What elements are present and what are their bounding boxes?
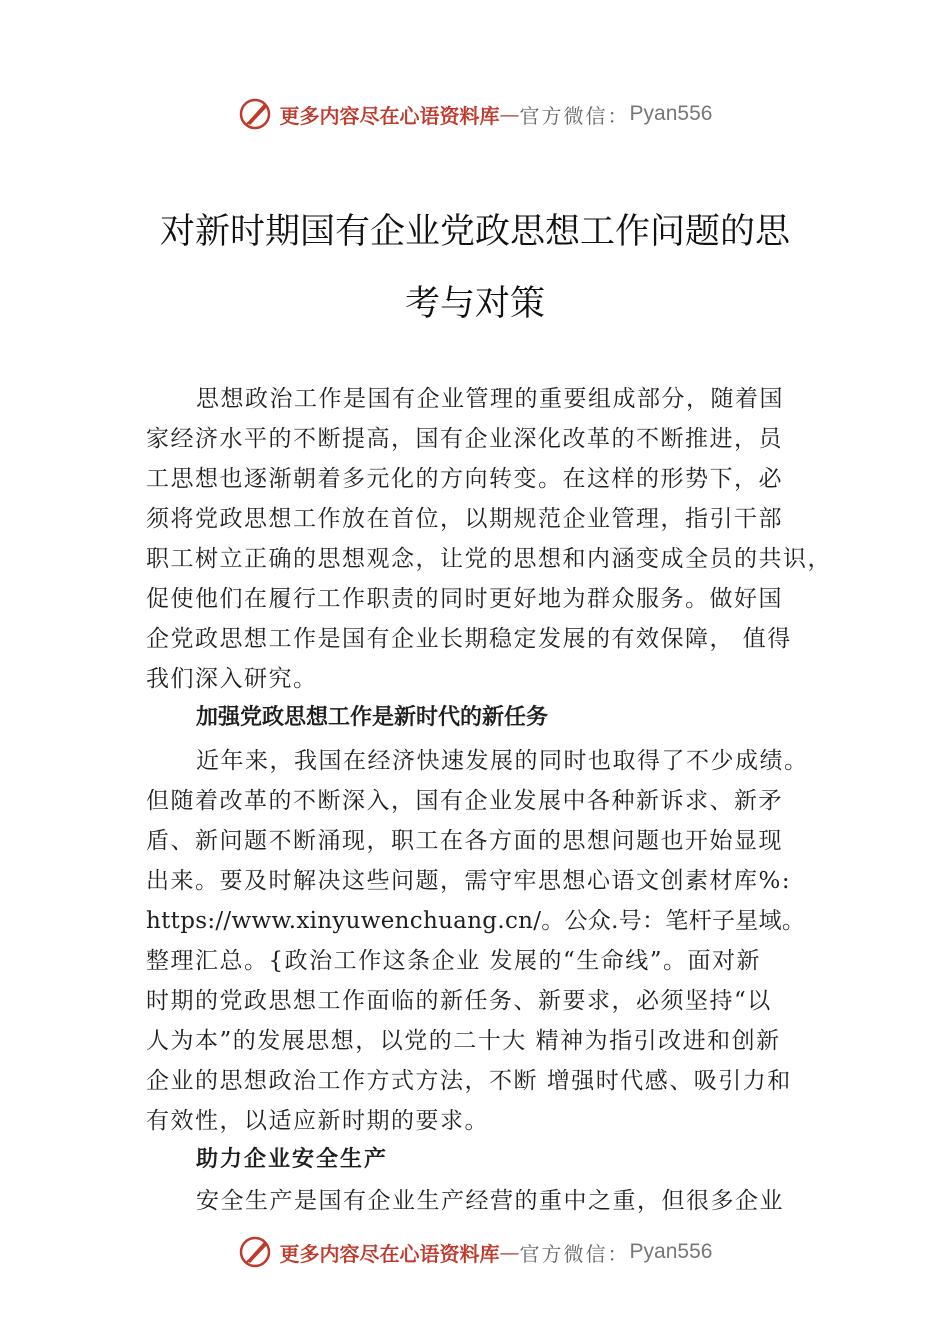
body-line: 近年来，我国在经济快速发展的同时也取得了不少成绩。	[196, 748, 809, 774]
page-title	[120, 196, 830, 340]
body-line: 工思想也逐渐朝着多元化的方向转变。在这样的形势下，必	[146, 466, 783, 492]
banner-dash: —	[499, 1240, 520, 1264]
body-line: 促使他们在履行工作职责的同时更好地为群众服务。做好国	[146, 586, 783, 612]
body-line: 家经济水平的不断提高，国有企业深化改革的不断推进，员	[146, 426, 783, 452]
body-line: 须将党政思想工作放在首位，以期规范企业管理，指引干部	[146, 506, 783, 532]
banner-wechat-id: Pyan556	[629, 102, 713, 125]
title-line-2: 考与对策	[404, 284, 545, 324]
body-line: 有效性，以适应新时期的要求。	[146, 1108, 489, 1134]
banner-dash: —	[499, 102, 520, 126]
banner-red-text: 更多内容尽在心语资料库	[279, 103, 500, 128]
body-line: 职工树立正确的思想观念，让党的思想和内涵变成全员的共识，	[146, 546, 832, 572]
section-heading: 加强党政思想工作是新时代的新任务	[196, 705, 549, 730]
body-line: 我们深入研究。	[146, 666, 318, 692]
body-line: 出来。要及时解决这些问题，需守牢思想心语文创素材库%:	[146, 868, 792, 894]
banner-red-text: 更多内容尽在心语资料库	[279, 1241, 500, 1266]
title-line-1: 对新时期国有企业党政思想工作问题的思	[159, 212, 790, 252]
body-line: 但随着改革的不断深入，国有企业发展中各种新诉求、新矛	[146, 788, 783, 814]
quill-pen-logo-icon	[238, 1234, 274, 1270]
section-heading: 助力企业安全生产	[196, 1147, 389, 1172]
header-banner	[0, 94, 950, 134]
banner-wechat-label: 官方微信：	[519, 1241, 630, 1266]
body-line: 思想政治工作是国有企业管理的重要组成部分，随着国	[196, 386, 784, 412]
banner-wechat-id: Pyan556	[629, 1240, 713, 1263]
body-line: 盾、新问题不断涌现，职工在各方面的思想问题也开始显现	[146, 828, 783, 854]
body-line: 安全生产是国有企业生产经营的重中之重，但很多企业	[196, 1188, 784, 1214]
body-line: https://www.xinyuwenchuang.cn/。公众.号：笔杆子星域。	[146, 908, 806, 934]
body-line: 企业的思想政治工作方式方法，不断 增强时代感、吸引力和	[146, 1068, 792, 1094]
body-line: 人为本”的发展思想，以党的二十大 精神为指引改进和创新	[146, 1028, 781, 1054]
body-line: 整理汇总。{政治工作这条企业 发展的“生命线”。面对新	[146, 948, 761, 974]
footer-banner	[0, 1232, 950, 1272]
body-line: 企党政思想工作是国有企业长期稳定发展的有效保障， 值得	[146, 626, 792, 652]
banner-wechat-label: 官方微信：	[519, 103, 630, 128]
quill-pen-logo-icon	[238, 96, 274, 132]
body-line: 时期的党政思想工作面临的新任务、新要求，必须坚持“以	[146, 988, 772, 1014]
